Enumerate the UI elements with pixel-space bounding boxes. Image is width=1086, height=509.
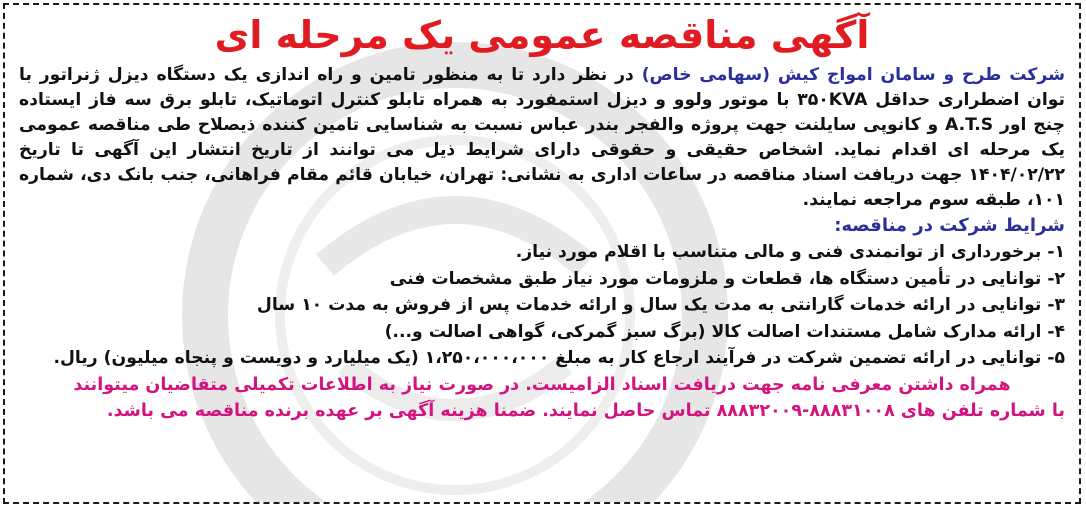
body-text: در نظر دارد تا به منظور تامین و راه اندازی یک دستگاه دیزل ژنراتور با توان اضطراری حداقل ۳۵۰KVA با موتور ولوو و دیزل استمفورد به همراه تابلو کنترل اتوماتیک، تابلو برق سه فاز ایستاده چنج اور A.T.S و کانوپی سایلنت جهت پروژه والفجر بندر عباس نسبت به شناسایی تامین کننده ذیصلاح طی مناقصه عمومی یک مرحله ای اقدام نماید. اشخاص حقیقی و حقوقی دارای شرایط ذیل می توانند از تاریخ انتشار این آگهی تا تاریخ ۱۴۰۴/۰۲/۲۲ جهت دریافت اسناد مناقصه در ساعات اداری به نشانی: تهران، خیابان قائم مقام فراهانی، جنب بانک دی، شماره ۱۰۱، طبقه سوم مراجعه نمایند. bbox=[19, 65, 1066, 210]
note-line-1: همراه داشتن معرفی نامه جهت دریافت اسناد الزامیست. در صورت نیاز به اطلاعات تکمیلی متقاضیان میتوانند bbox=[73, 374, 1011, 395]
note-line-2: با شماره تلفن های ۸۸۸۳۱۰۰۸-۸۸۸۳۲۰۰۹ تماس حاصل نمایند. ضمنا هزینه آگهی بر عهده برنده مناقصه می باشد. bbox=[106, 400, 1065, 421]
condition-item: ۴- ارائه مدارک شامل مستندات اصالت کالا (برگ سبز گمرکی، گواهی اصالت و...) bbox=[384, 321, 1065, 342]
condition-item: ۲- توانایی در تأمین دستگاه ها، قطعات و ملزومات مورد نیاز طبق مشخصات فنی bbox=[389, 268, 1065, 289]
condition-item: ۵- توانایی در ارائه تضمین شرکت در فرآیند ارجاع کار به مبلغ ۱،۲۵۰،۰۰۰،۰۰۰ (یک میلیارد و دویست و پنجاه میلیون) ریال. bbox=[53, 348, 1065, 368]
notice-frame bbox=[3, 3, 1081, 504]
condition-item: ۳- توانایی در ارائه خدمات گارانتی به مدت یک سال و ارائه خدمات پس از فروش به مدت ۱۰ سال bbox=[256, 295, 1065, 315]
notice-content bbox=[19, 9, 1065, 498]
company-name: شرکت طرح و سامان امواج کیش (سهامی خاص) bbox=[641, 65, 1065, 85]
notice-body bbox=[19, 63, 1065, 213]
conditions-heading: شرایط شرکت در مناقصه: bbox=[834, 215, 1065, 236]
notice-title: آگهی مناقصه عمومی یک مرحله ای bbox=[214, 13, 870, 57]
condition-item: ۱- برخورداری از توانمندی فنی و مالی متناسب با اقلام مورد نیاز. bbox=[515, 242, 1065, 262]
conditions-list bbox=[19, 239, 1065, 372]
